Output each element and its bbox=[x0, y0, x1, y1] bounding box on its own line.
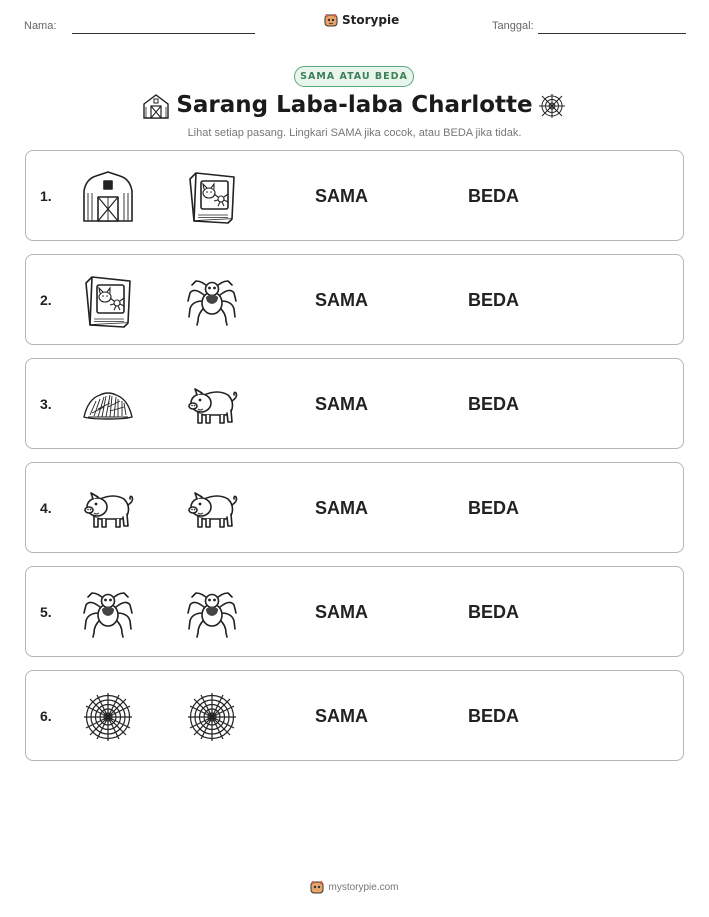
different-option[interactable]: BEDA bbox=[468, 602, 520, 622]
storypie-mascot-icon bbox=[310, 880, 324, 894]
same-option[interactable]: SAMA bbox=[315, 706, 368, 726]
date-label: Tanggal: bbox=[492, 20, 534, 32]
same-option[interactable]: SAMA bbox=[315, 498, 368, 518]
different-option[interactable]: BEDA bbox=[468, 394, 520, 414]
pair-row bbox=[25, 462, 684, 553]
brand-name: Storypie bbox=[342, 13, 400, 27]
row-number: 2. bbox=[40, 292, 52, 308]
spider-web-icon bbox=[538, 93, 566, 119]
pair-row bbox=[25, 670, 684, 761]
same-option[interactable]: SAMA bbox=[315, 290, 368, 310]
worksheet-header bbox=[0, 0, 709, 50]
date-field[interactable] bbox=[538, 33, 686, 34]
instructions: Lihat setiap pasang. Lingkari SAMA jika cocok, atau BEDA jika tidak. bbox=[187, 127, 522, 139]
name-label: Nama: bbox=[24, 20, 57, 32]
different-option[interactable]: BEDA bbox=[468, 186, 520, 206]
spider-icon bbox=[184, 585, 240, 641]
row-number: 3. bbox=[40, 396, 52, 412]
pair-row bbox=[25, 358, 684, 449]
footer bbox=[0, 880, 709, 894]
different-option[interactable]: BEDA bbox=[468, 498, 520, 518]
pig-icon bbox=[184, 377, 240, 433]
spider-icon bbox=[80, 585, 136, 641]
pair-row bbox=[25, 566, 684, 657]
book-icon bbox=[80, 273, 136, 329]
worksheet-title: Sarang Laba-laba Charlotte bbox=[176, 92, 533, 118]
row-number: 6. bbox=[40, 708, 52, 724]
same-option[interactable]: SAMA bbox=[315, 394, 368, 414]
row-number: 1. bbox=[40, 188, 52, 204]
web-icon bbox=[80, 689, 136, 745]
book-icon bbox=[184, 169, 240, 225]
storypie-mascot-icon bbox=[324, 13, 338, 27]
name-field[interactable] bbox=[72, 33, 255, 34]
spider-icon bbox=[184, 273, 240, 329]
hay-icon bbox=[80, 377, 136, 433]
pig-icon bbox=[80, 481, 136, 537]
pair-row bbox=[25, 254, 684, 345]
brand-logo bbox=[324, 13, 399, 27]
row-number: 5. bbox=[40, 604, 52, 620]
barn-icon bbox=[80, 169, 136, 225]
pair-row bbox=[25, 150, 684, 241]
different-option[interactable]: BEDA bbox=[468, 706, 520, 726]
same-option[interactable]: SAMA bbox=[315, 602, 368, 622]
pig-icon bbox=[184, 481, 240, 537]
activity-badge: SAMA ATAU BEDA bbox=[294, 66, 414, 87]
row-number: 4. bbox=[40, 500, 52, 516]
same-option[interactable]: SAMA bbox=[315, 186, 368, 206]
footer-url: mystorypie.com bbox=[328, 881, 399, 893]
different-option[interactable]: BEDA bbox=[468, 290, 520, 310]
web-icon bbox=[184, 689, 240, 745]
